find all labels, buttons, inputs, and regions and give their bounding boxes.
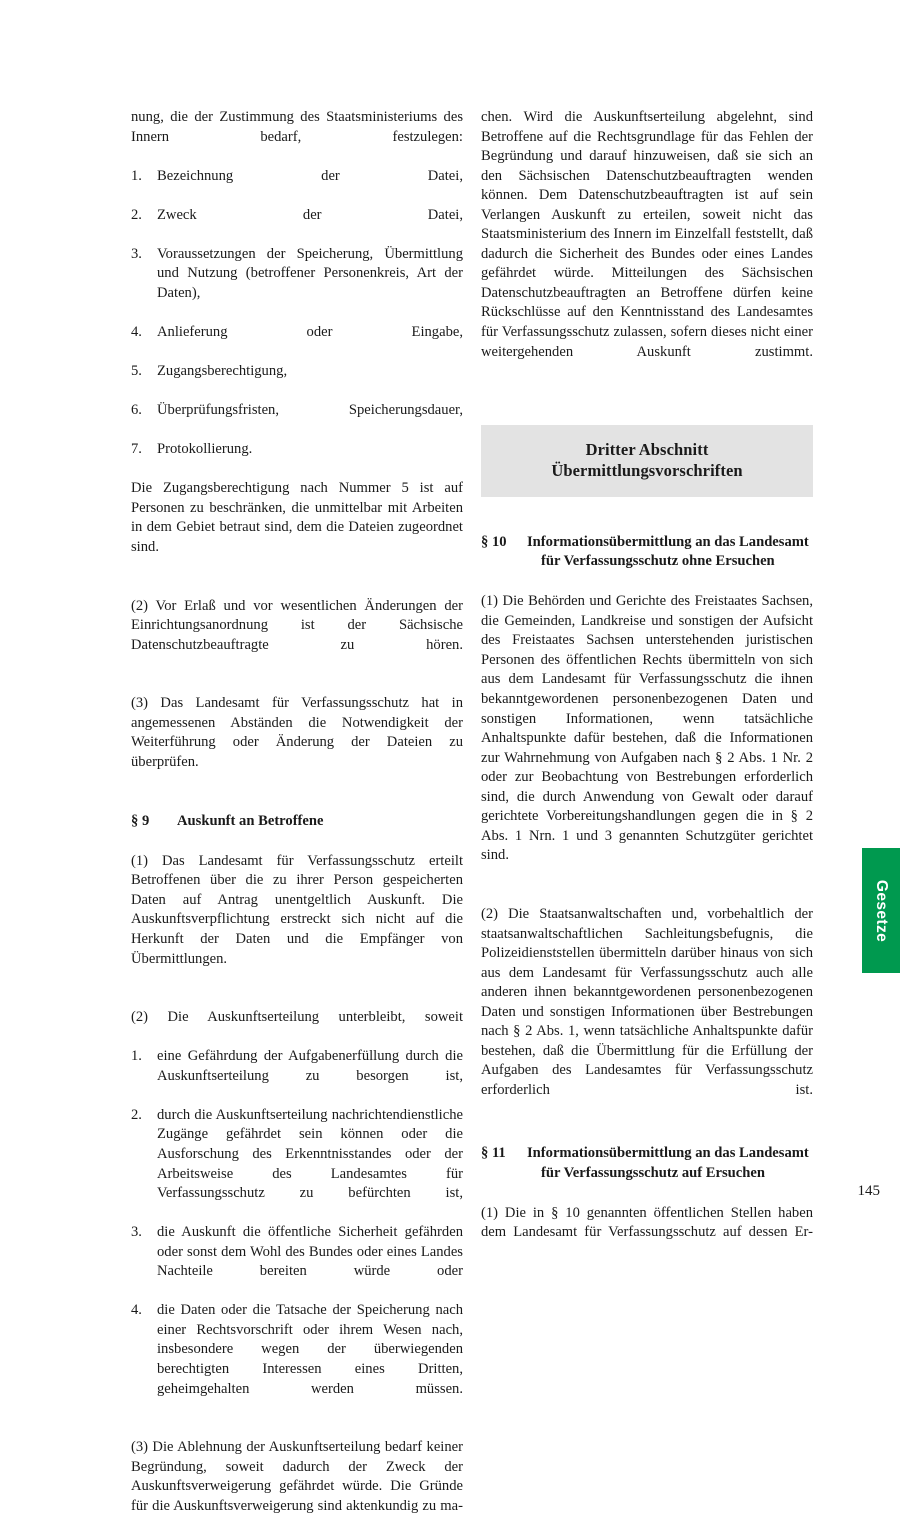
list-item-text: die Daten oder die Tatsache der Speicherung nach einer Rechtsvorschrift oder ihrem Wesen nach, insbesondere wegen der überwiegenden berechtigten Interessen eines Dritten, geheimgehalten werden müssen. bbox=[157, 1302, 463, 1397]
section-10-paragraph-1: (1) Die Behörden und Gerichte des Freistaates Sachsen, die Gemeinden, Landkreise und sonstigen der Aufsicht des Freistaates Sachsen unterstehenden juristischen Personen des öffentlichen Rechts übermitteln von sich aus dem Landesamt für Verfassungsschutz die ihnen bekanntgewordenen personenbezogenen Daten und sonstigen Informationen, wenn tatsächliche Anhaltspunkte dafür bestehen, daß die Informationen zur Wahrnehmung von Aufgaben nach § 2 Abs. 1 Nr. 2 oder zur Beobachtung von Bestrebungen erforderlich sind, die durch Anwendung von Gewalt oder darauf gerichtete Vorbereitungshandlungen gegen die in § 2 Abs. 1 Nrn. 1 und 3 genannten Schutzgüter gerichtet sind. bbox=[481, 593, 813, 864]
list-item-text: eine Gefährdung der Aufgabenerfüllung durch die Auskunftserteilung zu besorgen ist, bbox=[157, 1048, 463, 1084]
left-column bbox=[131, 108, 463, 1536]
section-11-paragraph-1: (1) Die in § 10 genannten öffentlichen Stellen haben dem Landesamt für Verfassungsschutz auf dessen Er- bbox=[481, 1204, 813, 1241]
list-item-number: 3. bbox=[131, 245, 142, 262]
section-number: § 9 bbox=[131, 813, 150, 830]
list-item bbox=[131, 1301, 463, 1418]
banner-line-2: Übermittlungsvorschriften bbox=[551, 460, 743, 480]
list-item bbox=[131, 1047, 463, 1106]
paragraph-spacer bbox=[131, 989, 463, 1009]
list-item bbox=[131, 440, 463, 479]
section-banner-dritter-abschnitt bbox=[481, 425, 813, 497]
section-9-paragraph-2-intro: (2) Die Auskunftserteilung unterbleibt, soweit bbox=[131, 1009, 463, 1026]
heading-spacer bbox=[131, 832, 463, 852]
list-item-number: 4. bbox=[131, 1302, 142, 1319]
list-item-text: durch die Auskunftserteilung nachrichtendienstliche Zugänge gefährdet sein können oder die Ausforschung des Erkenntnisstandes oder der Arbeitsweise des Landesamtes für Verfassungsschutz zu befürchten ist, bbox=[157, 1106, 463, 1202]
thumb-index-tab-label: Gesetze bbox=[873, 879, 890, 942]
paragraph-3: (3) Das Landesamt für Verfassungsschutz hat in angemessenen Abständen die Notwendigkeit der Weiterführung oder Änderung der Dateien zu überprüfen. bbox=[131, 695, 463, 770]
paragraph-spacer bbox=[481, 885, 813, 905]
section-heading-10 bbox=[481, 533, 813, 573]
list-item-number: 1. bbox=[131, 167, 142, 184]
list-item bbox=[131, 362, 463, 401]
enumeration-datei-angaben bbox=[131, 167, 463, 480]
banner-line-1: Dritter Abschnitt bbox=[585, 439, 709, 459]
list-item bbox=[131, 167, 463, 206]
section-10-paragraph-2: (2) Die Staatsanwaltschaften und, vorbehaltlich der staatsanwaltschaftlichen Sachleitungsbefugnis, die Polizeidienststellen übermitteln darüber hinaus von sich aus dem Landesamt für Verfassungsschutz auch alle anderen ihnen bekanntgewordenen personenbezogenen Daten und sonstigen Informationen über Bestrebungen nach § 2 Abs. 1, wenn tatsächliche Anhaltspunkte dafür bestehen, daß die Übermittlung für die Erfüllung der Aufgaben des Landesamtes für Verfassungsschutz erforderlich ist. bbox=[481, 905, 813, 1098]
section-title-line-1: Informationsübermittlung an das Landesamt bbox=[527, 1144, 809, 1161]
continued-paragraph: chen. Wird die Auskunftserteilung abgelehnt, sind Betroffene auf die Rechtsgrundlage für das Fehlen der Begründung und darauf hinzuweisen, daß sie sich an den Sächsischen Datenschutzbeauftragten wenden können. Dem Datenschutzbeauftragten ist auf sein Verlangen Auskunft zu erteilen, soweit nicht das Staatsministerium des Innern im Einzelfall feststellt, daß dadurch die Sicherheit des Bundes oder eines Landes gefährdet würde. Mitteilungen des Sächsischen Datenschutzbeauftragten an Betroffene dürfen keine Rückschlüsse auf den Kenntnisstand des Landesamtes für Verfassungsschutz zulassen, sofern dieses nicht einer weitergehenden Auskunft zustimmt. bbox=[481, 109, 813, 360]
right-column bbox=[481, 108, 813, 1262]
paragraph-after-list: Die Zugangsberechtigung nach Nummer 5 ist auf Personen zu beschränken, die unmittelbar mit Arbeiten in dem Gebiet betraut sind, dem die Dateien zugeordnet sind. bbox=[131, 480, 463, 556]
list-item-number: 2. bbox=[131, 206, 142, 223]
list-item-number: 5. bbox=[131, 363, 142, 380]
list-item-text: Bezeichnung der Datei, bbox=[157, 167, 463, 184]
list-item bbox=[131, 1223, 463, 1301]
continued-paragraph: nung, die der Zustimmung des Staatsministeriums des Innern bedarf, festzulegen: bbox=[131, 109, 463, 145]
enumeration-auskunft-ausnahmen bbox=[131, 1047, 463, 1418]
section-heading-11 bbox=[481, 1144, 813, 1184]
list-item-number: 3. bbox=[131, 1224, 142, 1241]
paragraph-spacer bbox=[131, 577, 463, 597]
list-item-text: Überprüfungsfristen, Speicherungsdauer, bbox=[157, 402, 463, 419]
list-item bbox=[131, 323, 463, 362]
list-item-text: Zugangsberechtigung, bbox=[157, 363, 288, 380]
list-item-number: 6. bbox=[131, 402, 142, 419]
section-title-line-2: für Verfassungsschutz auf Ersuchen bbox=[541, 1164, 765, 1181]
list-item-number: 2. bbox=[131, 1106, 142, 1123]
paragraph-spacer bbox=[131, 675, 463, 695]
heading-spacer bbox=[131, 792, 463, 812]
page-number: 145 bbox=[857, 1183, 880, 1199]
section-heading-9 bbox=[131, 812, 463, 832]
paragraph-2: (2) Vor Erlaß und vor wesentlichen Änderungen der Einrichtungsanordnung ist der Sächsische Datenschutzbeauftragte zu hören. bbox=[131, 597, 463, 653]
list-item bbox=[131, 206, 463, 245]
banner-spacer bbox=[481, 382, 813, 425]
heading-spacer bbox=[481, 1184, 813, 1204]
list-item bbox=[131, 401, 463, 440]
list-item-text: Zweck der Datei, bbox=[157, 206, 463, 223]
list-item bbox=[131, 1106, 463, 1223]
list-item-number: 7. bbox=[131, 441, 142, 458]
list-item-text: Protokollierung. bbox=[157, 441, 253, 458]
list-item-text: Anlieferung oder Eingabe, bbox=[157, 324, 463, 341]
heading-spacer bbox=[481, 497, 813, 533]
paragraph-spacer bbox=[131, 1419, 463, 1439]
list-item bbox=[131, 245, 463, 323]
section-9-paragraph-1: (1) Das Landesamt für Verfassungsschutz erteilt Betroffenen über die zu ihrer Person gespeicherten Daten auf Antrag unentgeltlich Auskunft. Die Auskunftsverpflichtung erstreckt sich nicht auf die Herkunft der Daten und die Empfänger von Übermittlungen. bbox=[131, 852, 463, 967]
section-number: § 10 bbox=[481, 533, 507, 550]
section-number: § 11 bbox=[481, 1144, 506, 1161]
section-title: Auskunft an Betroffene bbox=[177, 813, 324, 830]
heading-spacer bbox=[481, 1120, 813, 1144]
list-item-text: Voraussetzungen der Speicherung, Übermittlung und Nutzung (betroffener Personenkreis, Art der Daten), bbox=[157, 245, 463, 301]
heading-spacer bbox=[481, 572, 813, 592]
list-item-number: 4. bbox=[131, 324, 142, 341]
section-title-line-2: für Verfassungsschutz ohne Ersuchen bbox=[541, 553, 775, 570]
list-item-number: 1. bbox=[131, 1048, 142, 1065]
thumb-index-tab bbox=[862, 848, 900, 973]
section-title-line-1: Informationsübermittlung an das Landesamt bbox=[527, 533, 809, 550]
section-9-paragraph-3: (3) Die Ablehnung der Auskunftserteilung bedarf keiner Begründung, soweit dadurch der Zweck der Auskunftsverweigerung gefährdet würde. Die Gründe für die Auskunftsverweigerung sind aktenkundig zu ma- bbox=[131, 1439, 463, 1514]
list-item-text: die Auskunft die öffentliche Sicherheit gefährden oder sonst dem Wohl des Bundes oder eines Landes Nachteile bereiten würde oder bbox=[157, 1224, 463, 1280]
